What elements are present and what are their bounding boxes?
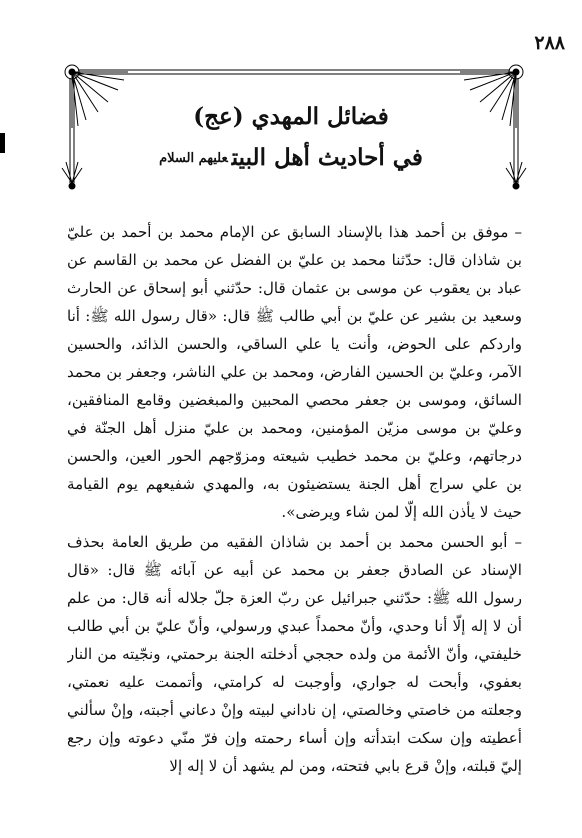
margin-mark xyxy=(0,133,5,153)
chapter-subtitle-text: في أحاديث أهل البيت xyxy=(231,144,423,171)
chapter-title: فضائل المهدي (عج) xyxy=(193,103,389,130)
page-number: ٢٨٨ xyxy=(534,32,565,54)
body-text xyxy=(67,218,522,830)
paragraph-1: – موفق بن أحمد هذا بالإسناد السابق عن الإمام محمد بن أحمد بن عليّ بن شاذان قال: حدّثنا محمد بن عليّ بن الفضل عن محمد بن القاسم عن عباد بن يعقوب عن موسى بن عثمان قال: حدّثني أبو إسحاق عن الحارث وسعيد بن بشير عن عليّ بن أبي طالب ﷺ قال: «قال رسول الله ﷺ: أنا واردكم على الحوض، وأنت يا علي الساقي، والحسن الذائد، والحسين الآمر، وعليّ بن الحسين الفارض، ومحمد بن علي الناشر، وجعفر بن محمد السائق، وموسى بن جعفر محصي المحبين والمبغضين وقامع المنافقين، وعليّ بن موسى مزيّن المؤمنين، ومحمد بن عليّ منزل أهل الجنّة في درجاتهم، وعليّ بن محمد خطيب شيعته ومزوّجهم الحور العين، والحسن بن علي سراج أهل الجنة يستضيئون به، والمهدي شفيعهم يوم القيامة حيث لا يأذن الله إلّا لمن شاء ويرضى». xyxy=(67,223,522,521)
honorific-glyph: عليهم السلام xyxy=(159,151,228,166)
chapter-subtitle xyxy=(0,144,582,171)
paragraph-2: – أبو الحسن محمد بن أحمد بن شاذان الفقيه من طريق العامة بحذف الإسناد عن الصادق جعفر بن محمد عن أبيه عن آبائه ﷺ قال: «قال رسول الله ﷺ: حدّثني جبرائيل عن ربّ العزة جلّ جلاله أنه قال: من علم أن لا إله إلّا أنا وحدي، وأنّ محمداً عبدي ورسولي، وأنّ عليّ بن أبي طالب خليفتي، وأنّ الأئمة من ولده حججي أدخلته الجنة برحمتي، ونجّيته من النار بعفوي، وأبحت له جواري، وأوجبت له كرامتي، وأتممت عليه نعمتي، وجعلته من خاصتي وخالصتي، إن ناداني لبيته وإنْ دعاني أجبته، وإنْ سألني أعطيته وإن سكت ابتدأته وإن أساء رحمته وإن فرّ منّي دعوته وإن رجع إليّ قبلته، وإنْ قرع بابي فتحته، ومن لم يشهد أن لا إله إلا xyxy=(67,533,522,775)
